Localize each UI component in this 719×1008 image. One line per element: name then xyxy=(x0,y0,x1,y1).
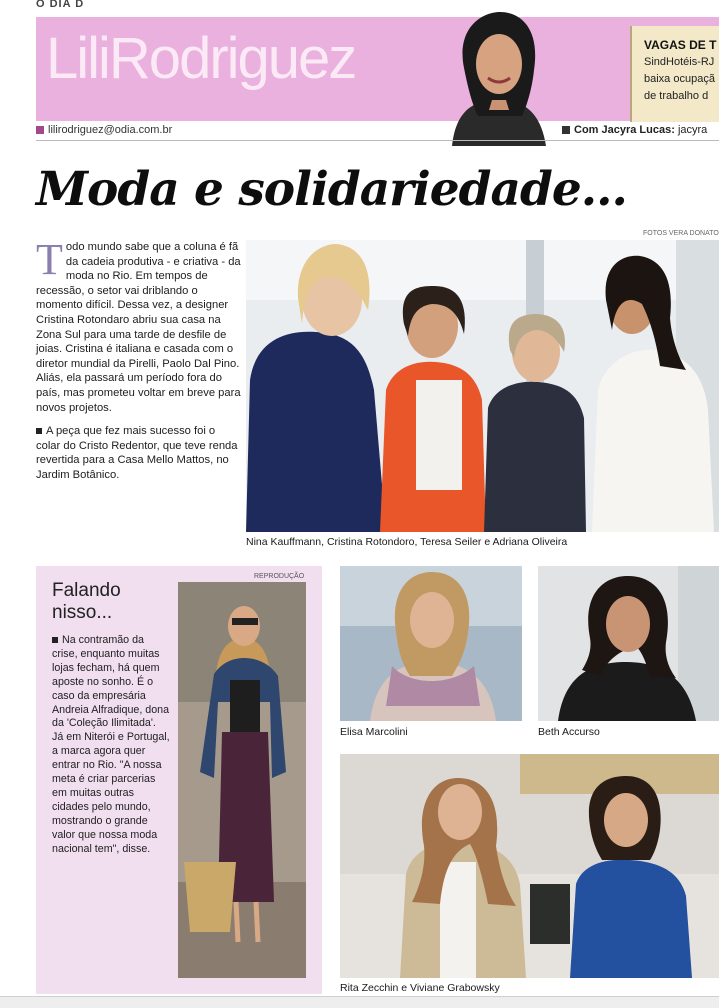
columnist-name xyxy=(46,26,356,91)
title-line: nisso... xyxy=(52,602,113,623)
photo-credit: REPRODUÇÃO xyxy=(254,573,305,580)
square-bullet-icon xyxy=(562,126,570,134)
collaborator-row xyxy=(562,124,707,136)
rita-viviane-caption: Rita Zecchin e Viviane Grabowsky xyxy=(340,982,500,994)
sidebar-teaser-line: baixa ocupaçã xyxy=(644,73,715,85)
columnist-email-row xyxy=(36,124,172,136)
elisa-marcolini-caption: Elisa Marcolini xyxy=(340,726,408,738)
columnist-portrait xyxy=(442,8,554,146)
paragraph-1 xyxy=(36,235,242,415)
photo-credit: FOTOS VERA DONATO xyxy=(643,230,719,237)
article-headline: Moda e solidariedade... xyxy=(36,162,627,217)
square-bullet-icon xyxy=(36,126,44,134)
divider xyxy=(36,140,719,141)
collaborator-label: Com Jacyra Lucas: xyxy=(574,124,675,136)
columnist-email[interactable]: lilirodriguez@odia.com.br xyxy=(48,124,173,136)
paragraph-1-text: odo mundo sabe que a coluna é fã da cadeia produtiva - e criativa - da moda no Rio. Em tempos de recessão, o setor vai driblando o momento difícil. Dessa vez, a designer Cristina Rotondaro abriu sua casa na Zona Sul para uma tarde de desfile de joias. Cristina é italiana e casada com o diretor mundial da Pirelli, Paolo Dal Pino. Aliás, ela passará um período fora do país, mas prometeu voltar em breve para novos projetos. xyxy=(36,241,241,414)
sidebar-teaser-line: de trabalho d xyxy=(644,90,709,102)
square-bullet-icon xyxy=(36,428,42,434)
beth-accurso-photo xyxy=(538,566,719,721)
square-bullet-icon xyxy=(52,637,58,643)
drop-cap: T xyxy=(36,235,63,284)
bottom-strip xyxy=(0,996,719,1008)
sidebar-teaser-title: VAGAS DE T xyxy=(644,38,717,52)
article-body xyxy=(36,235,242,492)
falando-nisso-body: Na contramão da crise, enquanto muitas lojas fecham, há quem aposte no sonho. É o caso da empresária Andreia Alfradique, dona da 'Coleção Ilimitada'. Já em Niterói e Portugal, a marca agora quer entrar no Rio. "A nossa meta é criar parcerias em muitas outras cidades pelo mundo, mostrando o grande valor que nossa moda nacional tem", disse. xyxy=(52,634,170,855)
title-line: Falando xyxy=(52,580,121,601)
rita-viviane-photo xyxy=(340,754,719,978)
paragraph-2-text: A peça que fez mais sucesso foi o colar do Cristo Redentor, que teve renda revertida para a Casa Mello Mattos, no Jardim Botânico. xyxy=(36,425,238,481)
top-strip xyxy=(0,0,719,14)
paragraph-2 xyxy=(36,424,242,482)
falando-nisso-text xyxy=(52,634,170,857)
columnist-first-name: Lili xyxy=(46,26,109,91)
andreia-alfradique-photo xyxy=(178,582,306,978)
group-photo xyxy=(246,240,719,532)
section-label: O DIA D xyxy=(36,0,85,10)
columnist-last-name: Rodriguez xyxy=(108,26,356,91)
collaborator-email: jacyra xyxy=(677,124,708,136)
sidebar-teaser-line: SindHotéis-RJ xyxy=(644,56,715,68)
group-photo-caption: Nina Kauffmann, Cristina Rotondoro, Teresa Seiler e Adriana Oliveira xyxy=(246,536,568,548)
falando-nisso-title xyxy=(52,580,121,624)
beth-accurso-caption: Beth Accurso xyxy=(538,726,600,738)
elisa-marcolini-photo xyxy=(340,566,522,721)
